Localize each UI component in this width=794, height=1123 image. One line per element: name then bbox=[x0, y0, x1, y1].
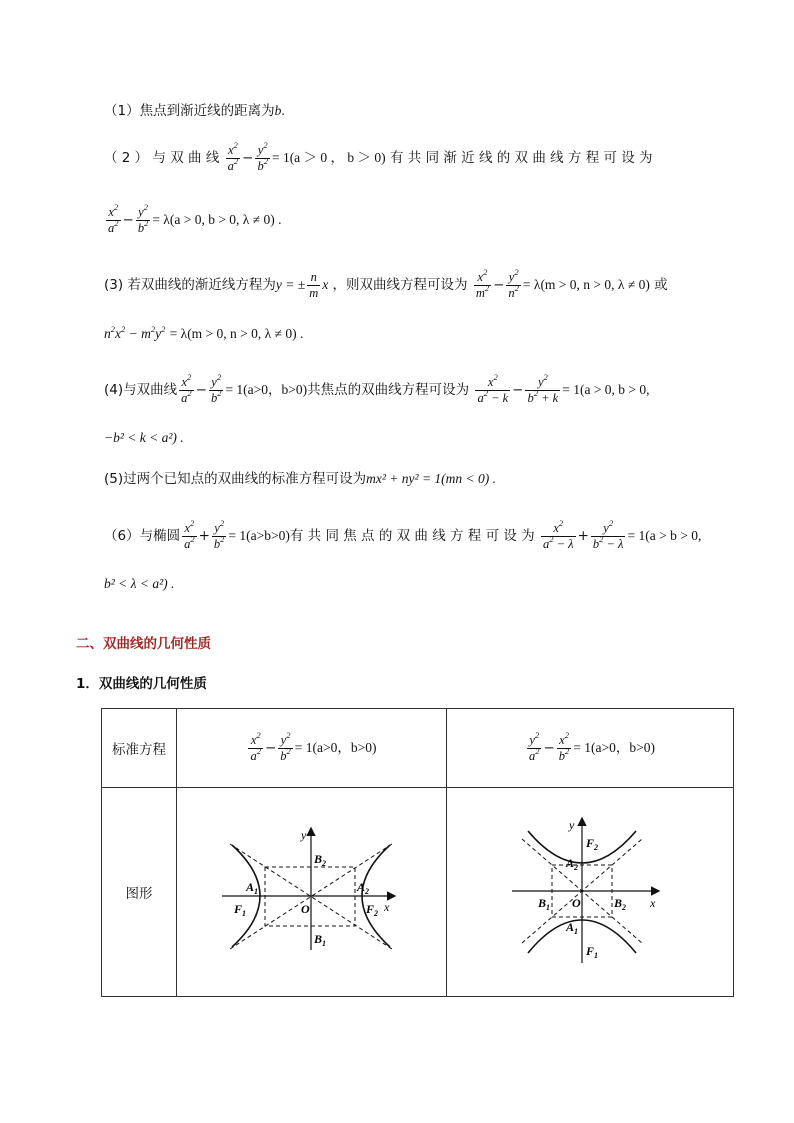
equation-x-cell: $\frac{x^2}{a^2}$ − $\frac{y^2}{b^2}$ = 1(a>0，b>0) bbox=[177, 709, 447, 788]
item-1: （1）焦点到渐近线的距离为b. bbox=[104, 103, 285, 119]
svg-text:B2: $B_2$ bbox=[313, 852, 326, 868]
hyperbola-y-diagram bbox=[510, 815, 670, 965]
fraction: $\frac{y^2}{b^2}$ bbox=[257, 140, 268, 173]
svg-text:B2: $B_2$ bbox=[614, 896, 627, 912]
subsection-title: 1．双曲线的几何性质 bbox=[76, 676, 207, 692]
svg-text:x: x bbox=[650, 896, 656, 910]
svg-text:O: O bbox=[572, 896, 581, 910]
svg-text:y: y bbox=[300, 828, 306, 842]
equation-y-cell: $\frac{y^2}{a^2}$ − $\frac{x^2}{b^2}$ = 1(a>0，b>0) bbox=[447, 709, 734, 788]
svg-text:A1: $A_1$ bbox=[566, 920, 579, 936]
svg-text:x: x bbox=[383, 900, 389, 914]
svg-text:A2: $A_2$ bbox=[356, 880, 369, 896]
item-6-range: b² < λ < a²) . bbox=[104, 576, 175, 591]
item-5: (5)过两个已知点的双曲线的标准方程可设为mx² + ny² = 1(mn < 0) . bbox=[104, 471, 497, 487]
table-row bbox=[102, 788, 734, 997]
hyperbola-x-diagram bbox=[222, 825, 402, 955]
item-2-equation: $\frac{x^2}{a^2}$ − $\frac{y^2}{b^2}$ = λ(a > 0, b > 0, λ ≠ 0) . bbox=[108, 202, 282, 235]
svg-text:F2: $F_2$ bbox=[586, 836, 599, 852]
item-2: （ 2 ） 与 双 曲 线 $\frac{x^2}{a^2}$ − $\frac{y^2}{b^2}$ = 1(a ＞ 0 ， b ＞ 0) 有 共 同 渐 近 线 的 双 曲 线 方 程 可 设 为 bbox=[104, 140, 653, 173]
section-title: 二、双曲线的几何性质 bbox=[76, 636, 211, 652]
fraction: $\frac{x^2}{a^2}$ bbox=[227, 140, 239, 173]
hyperbola-y-figure bbox=[447, 788, 734, 997]
table-row bbox=[102, 709, 734, 788]
svg-text:O: O bbox=[300, 902, 310, 916]
svg-text:F1: $F_1$ bbox=[233, 902, 246, 918]
svg-text:A1: $A_1$ bbox=[245, 880, 258, 896]
item-3: (3) 若双曲线的渐近线方程为y = ± $\frac{n}{m}$ x ，则双曲线方程可设为 $\frac{x^2}{m^2}$ − $\frac{y^2}{n^2}$ = λ(m > 0, n > 0, λ ≠ 0) 或 bbox=[104, 267, 668, 300]
row-label: 图形 bbox=[102, 788, 177, 997]
item-6: （6）与椭圆 $\frac{x^2}{a^2}$ + $\frac{y^2}{b^2}$ = 1(a>b>0)有 共 同 焦 点 的 双 曲 线 方 程 可 设 为 $\frac{x^2}{a^2 - \lambda}$ + $\frac{y^2}{b^2 - \lambda}$ = 1(a > b > 0, bbox=[104, 518, 702, 551]
row-label: 标准方程 bbox=[102, 709, 177, 788]
svg-text:F1: $F_1$ bbox=[586, 944, 599, 960]
svg-text:A2: $A_2$ bbox=[566, 856, 579, 872]
properties-table bbox=[101, 708, 734, 997]
svg-text:B1: $B_1$ bbox=[313, 932, 326, 948]
hyperbola-x-figure bbox=[177, 788, 447, 997]
item-4-range: −b² < k < a²) . bbox=[104, 430, 184, 445]
svg-text:F2: $F_2$ bbox=[365, 902, 378, 918]
svg-text:B1: $B_1$ bbox=[538, 896, 551, 912]
svg-text:y: y bbox=[569, 818, 575, 832]
item-4: (4)与双曲线 $\frac{x^2}{a^2}$ − $\frac{y^2}{b^2}$ = 1(a>0，b>0)共焦点的双曲线方程可设为 $\frac{x^2}{a^2 - k}$ − $\frac{y^2}{b^2 + k}$ = 1(a > 0, b > 0, bbox=[104, 372, 650, 405]
item-3-equation: $n^2x^2 - m^2y^2 = \lambda(m > 0$, n > 0, λ ≠ 0) . bbox=[104, 324, 304, 341]
